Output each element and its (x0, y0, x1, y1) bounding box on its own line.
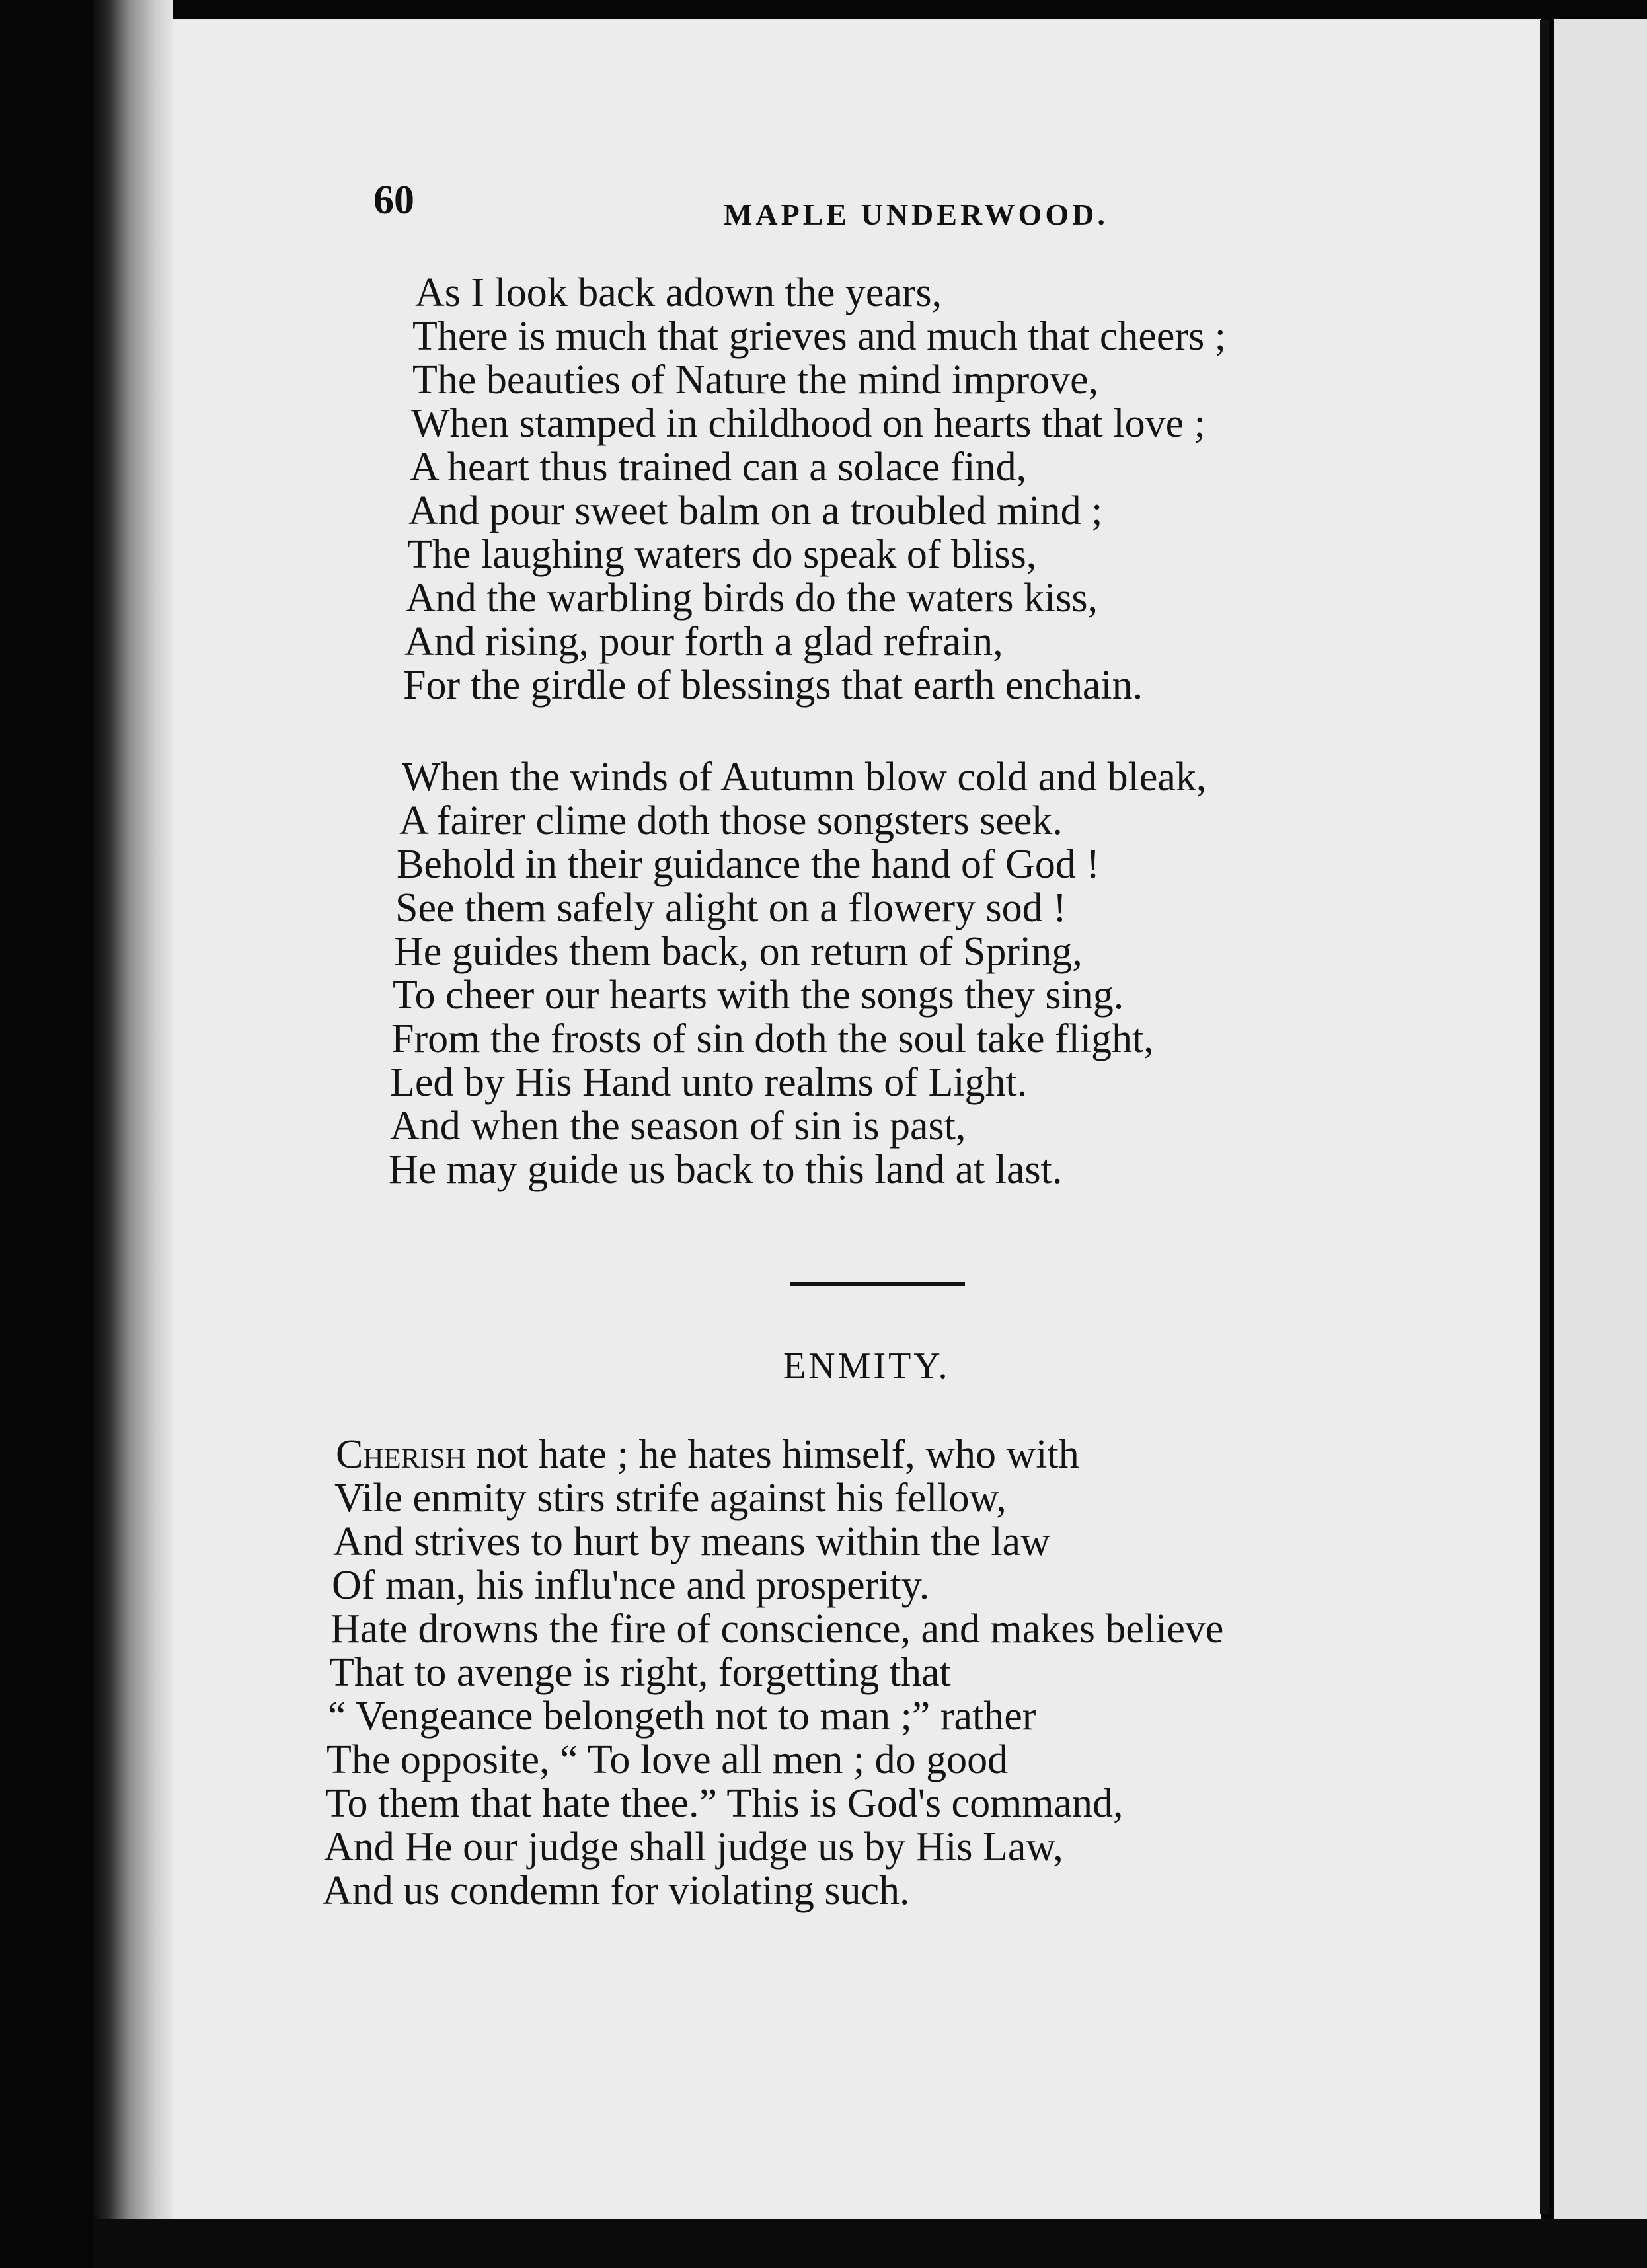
facing-page-edge (1554, 19, 1647, 2219)
drop-word: Cherish (336, 1432, 466, 1477)
poem-line: And the warbling birds do the waters kiss, (406, 576, 1098, 621)
poem-line: And pour sweet balm on a troubled mind ; (408, 488, 1103, 533)
poem-line: He may guide us back to this land at last. (389, 1147, 1063, 1192)
poem-line: Led by His Hand unto realms of Light. (390, 1060, 1028, 1105)
poem-line: From the frosts of sin doth the soul take flight, (391, 1016, 1154, 1061)
poem-line: That to avenge is right, forgetting that (329, 1650, 951, 1695)
poem-line: And He our judge shall judge us by His Law, (324, 1825, 1063, 1870)
poem-line: The beauties of Nature the mind improve, (412, 358, 1099, 402)
poem-line: Of man, his influ'nce and prosperity. (332, 1563, 930, 1608)
scan-bottom-edge (93, 2219, 1647, 2268)
poem-line: Hate drowns the fire of conscience, and makes believe (330, 1606, 1224, 1651)
poem-line: When stamped in childhood on hearts that love ; (411, 401, 1206, 446)
poem-line: As I look back adown the years, (415, 270, 942, 315)
poem-line: A fairer clime doth those songsters seek. (399, 798, 1063, 843)
poem-line: See them safely alight on a flowery sod ! (395, 886, 1067, 930)
section-title: ENMITY. (783, 1345, 950, 1386)
page-number: 60 (373, 178, 414, 223)
first-line-rest: not hate ; he hates himself, who with (465, 1432, 1079, 1477)
poem-line: “ Vengeance belongeth not to man ;” rather (328, 1694, 1036, 1739)
poem-line: To cheer our hearts with the songs they sing. (393, 973, 1124, 1018)
book-spine-shadow (93, 0, 173, 2268)
poem-line: To them that hate thee.” This is God's command, (325, 1781, 1124, 1826)
poem-line: And strives to hurt by means within the law (333, 1519, 1050, 1564)
poem-line: And rising, pour forth a glad refrain, (404, 619, 1003, 664)
poem-first-line (336, 1434, 1079, 1475)
section-divider (790, 1282, 965, 1286)
running-title: MAPLE UNDERWOOD. (724, 198, 1108, 231)
poem-line: A heart thus trained can a solace find, (410, 445, 1027, 490)
poem-line: When the winds of Autumn blow cold and bleak, (402, 755, 1207, 800)
poem-line: Vile enmity stirs strife against his fellow, (334, 1476, 1007, 1521)
poem-line: The laughing waters do speak of bliss, (407, 532, 1037, 577)
poem-line: For the girdle of blessings that earth enchain. (403, 663, 1143, 708)
poem-line: And us condemn for violating such. (323, 1868, 910, 1913)
poem-line: Behold in their guidance the hand of God ! (397, 842, 1100, 887)
poem-line: The opposite, “ To love all men ; do good (326, 1737, 1009, 1782)
poem-line: He guides them back, on return of Spring, (394, 929, 1083, 974)
poem-line: And when the season of sin is past, (390, 1104, 966, 1149)
poem-line: There is much that grieves and much that cheers ; (412, 314, 1226, 359)
page-gutter (1540, 20, 1549, 2214)
